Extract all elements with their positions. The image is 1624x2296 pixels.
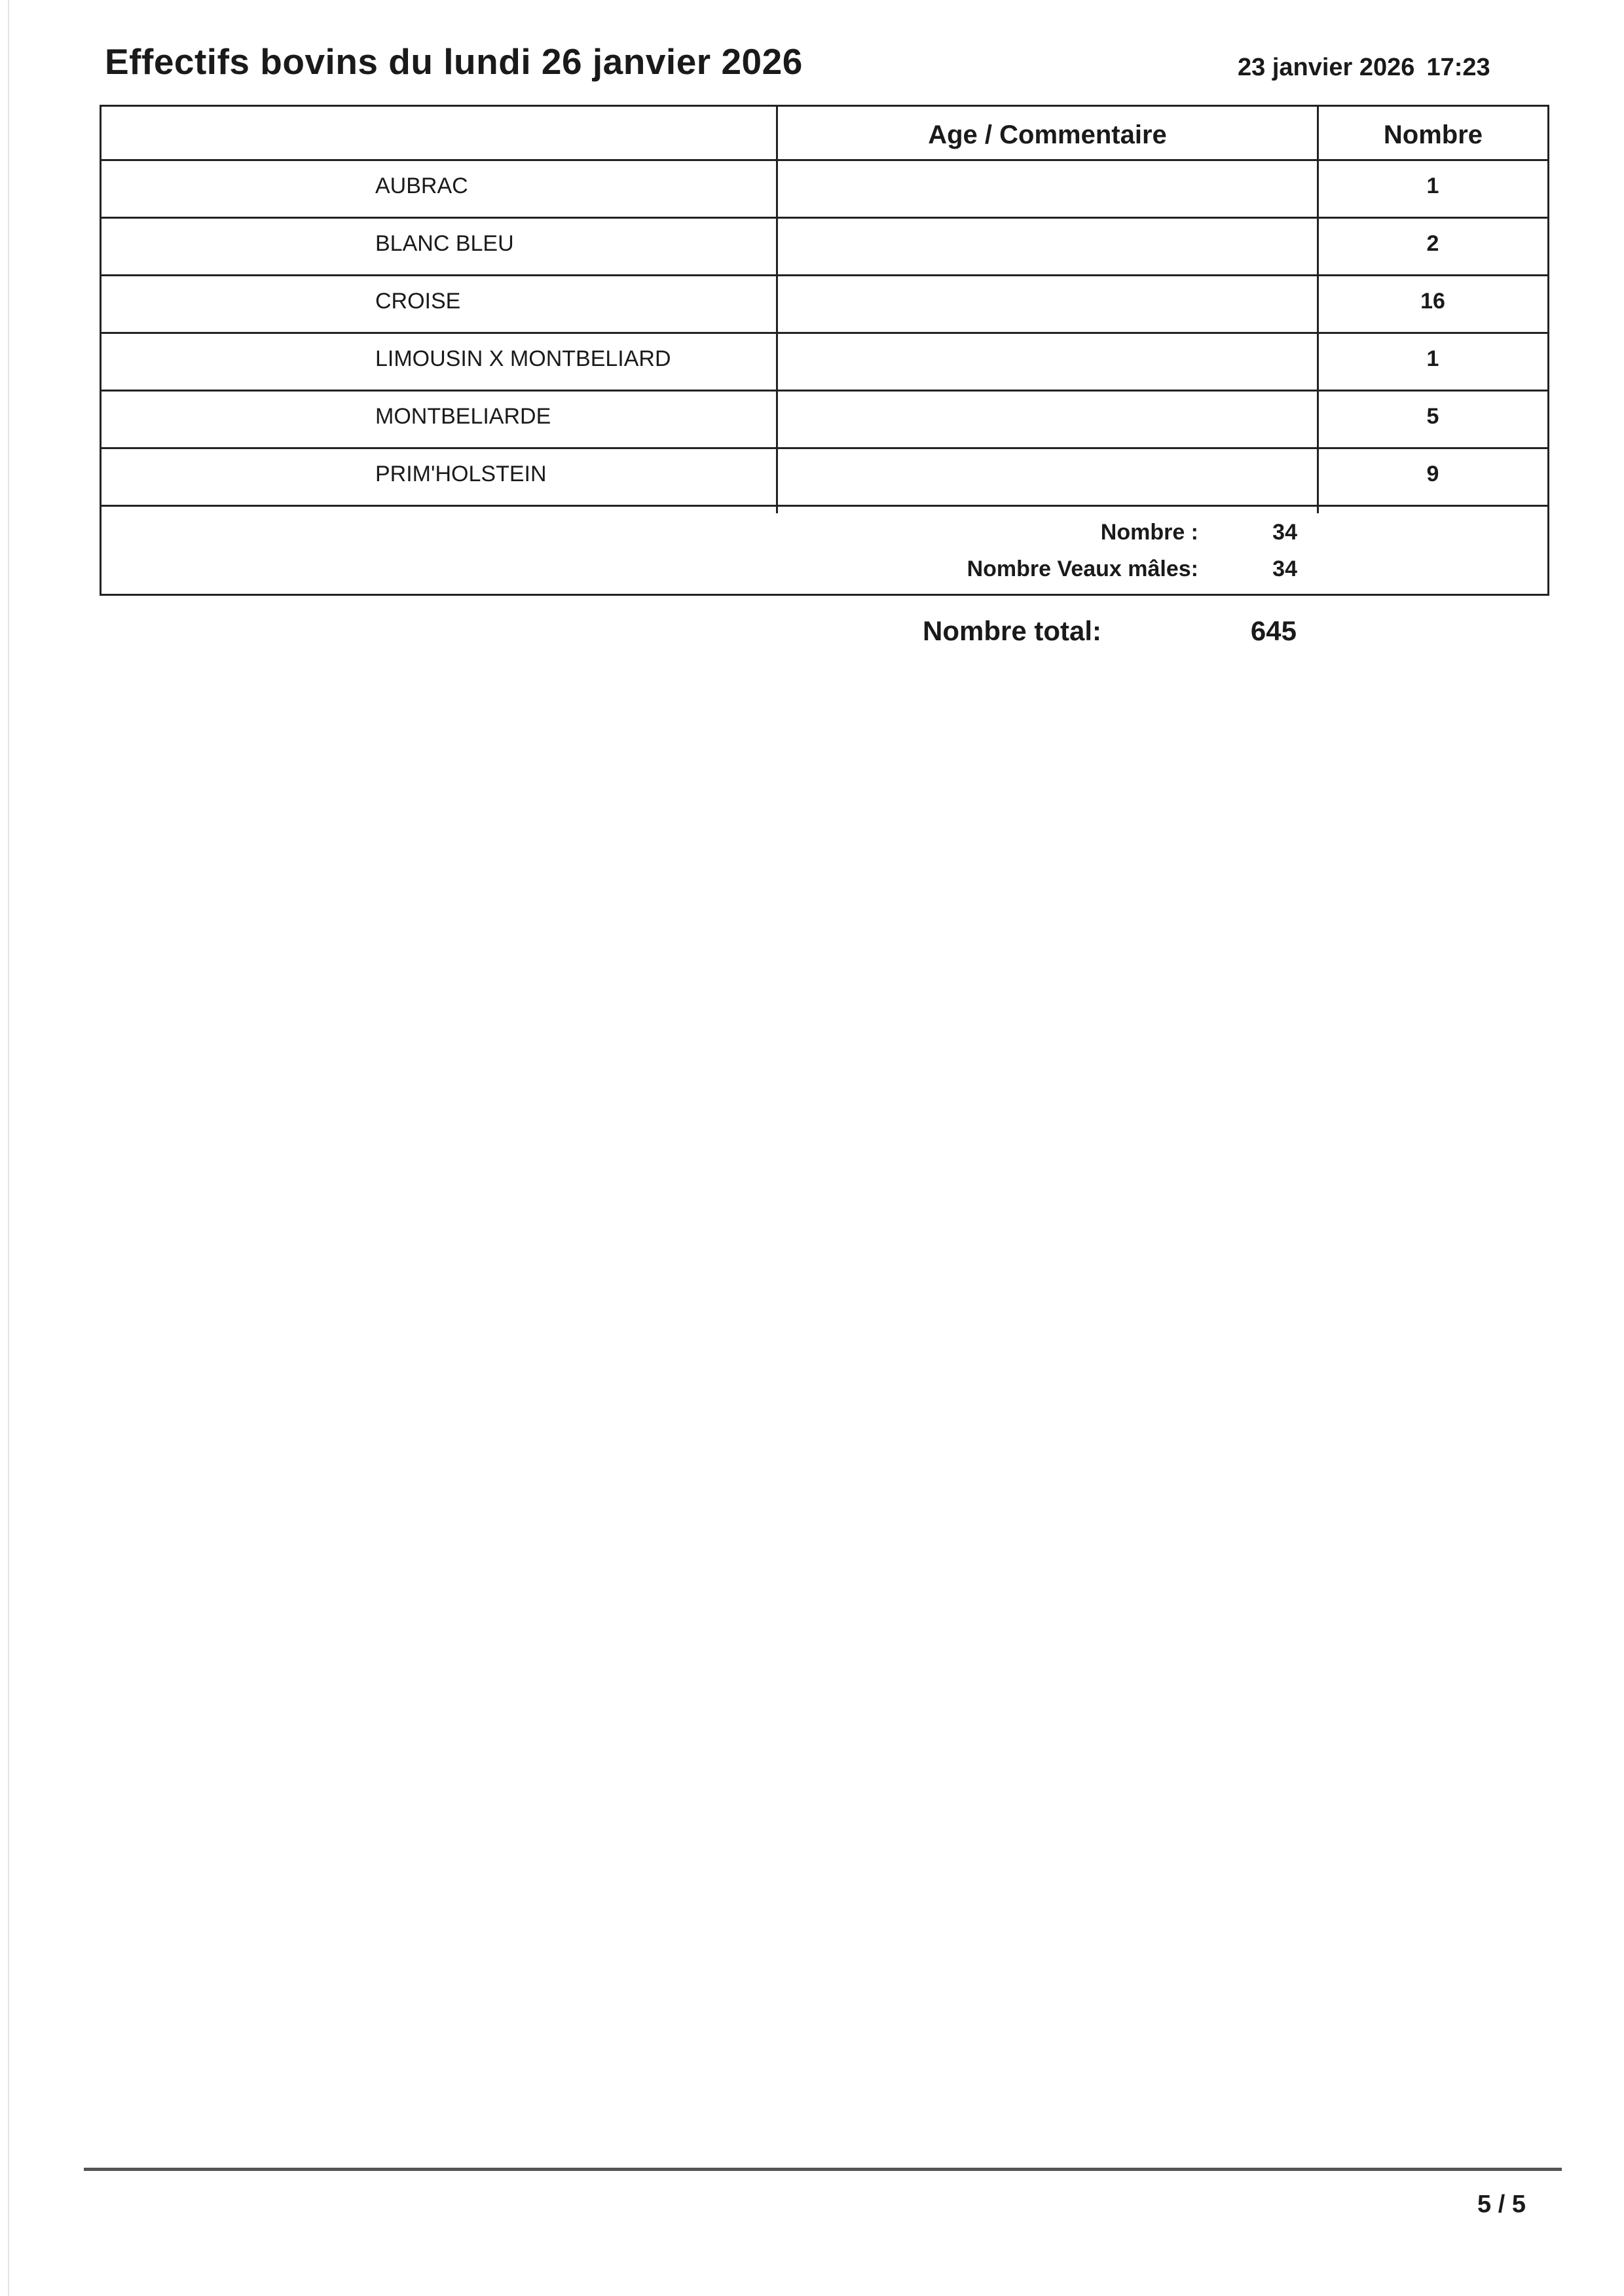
subtotal-value: 34 — [1272, 520, 1297, 545]
column-header-breed — [101, 107, 776, 159]
table-row — [100, 161, 1549, 219]
column-divider — [776, 161, 778, 217]
breed-name: AUBRAC — [375, 173, 468, 198]
column-divider-tick — [776, 507, 778, 513]
print-time: 17:23 — [1426, 54, 1490, 81]
breed-name: CROISE — [375, 289, 461, 314]
herd-table — [100, 105, 1549, 596]
page-edge — [8, 0, 9, 2296]
breed-count: 16 — [1420, 289, 1445, 314]
table-row — [100, 334, 1549, 392]
table-row — [100, 392, 1549, 449]
page-title: Effectifs bovins du lundi 26 janvier 2026 — [105, 41, 803, 82]
grand-total-value: 645 — [1250, 615, 1297, 646]
male-calves-value: 34 — [1272, 556, 1297, 581]
breed-count: 1 — [1426, 346, 1439, 371]
print-datetime — [1238, 54, 1490, 82]
footer-divider — [84, 2168, 1562, 2171]
breed-name: PRIM'HOLSTEIN — [375, 462, 547, 486]
grand-total-label: Nombre total: — [923, 615, 1101, 646]
breed-count: 9 — [1426, 462, 1439, 486]
print-date: 23 janvier 2026 — [1238, 54, 1415, 81]
table-row — [100, 449, 1549, 507]
column-divider-tick — [1317, 507, 1319, 513]
column-divider — [776, 449, 778, 505]
breed-name: MONTBELIARDE — [375, 404, 551, 429]
column-divider — [776, 334, 778, 390]
breed-name: LIMOUSIN X MONTBELIARD — [375, 346, 671, 371]
column-header-comment: Age / Commentaire — [928, 120, 1167, 149]
table-header — [100, 105, 1549, 161]
column-divider — [776, 276, 778, 332]
table-row — [100, 219, 1549, 276]
male-calves-label: Nombre Veaux mâles: — [967, 556, 1198, 581]
breed-count: 1 — [1426, 173, 1439, 198]
column-header-count: Nombre — [1383, 120, 1483, 149]
column-divider — [776, 219, 778, 274]
table-summary — [100, 507, 1549, 596]
breed-count: 5 — [1426, 404, 1439, 429]
column-divider — [776, 392, 778, 447]
breed-count: 2 — [1426, 231, 1439, 256]
breed-name: BLANC BLEU — [375, 231, 514, 256]
table-row — [100, 276, 1549, 334]
subtotal-label: Nombre : — [1100, 520, 1198, 545]
page-number: 5 / 5 — [1477, 2191, 1526, 2218]
